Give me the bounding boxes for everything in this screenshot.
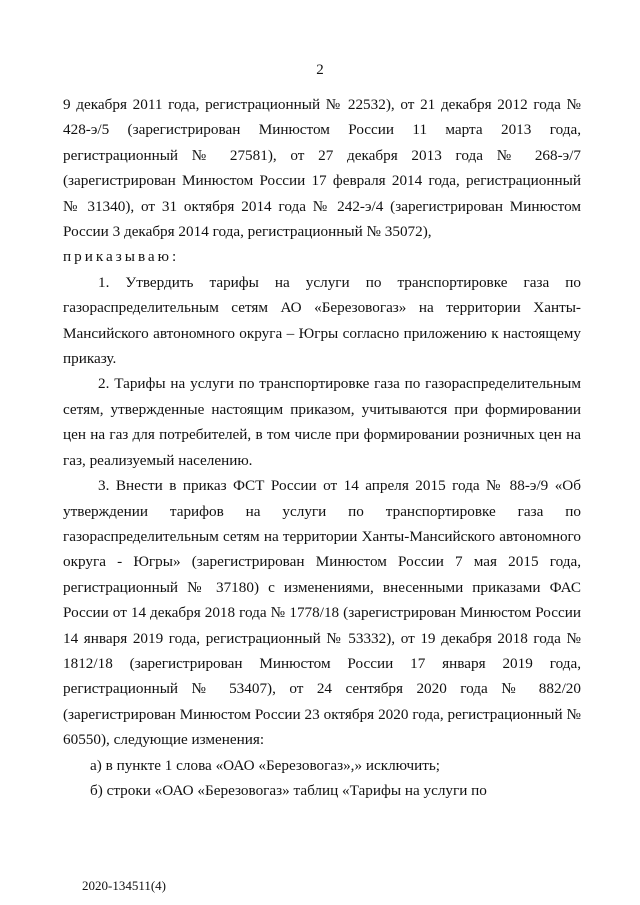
subitem-b: б) строки «ОАО «Березовогаз» таблиц «Тарифы на услуги по	[90, 781, 487, 799]
paragraph-continuation: 9 декабря 2011 года, регистрационный № 22532), от 21 декабря 2012 года № 428-э/5 (зарегистрирован Минюстом России 11 марта 2013 года, регистрационный № 27581), от 27 декабря 2013 года № 268-э/7 (зарегистрирован Минюстом России 17 февраля 2014 года, регистрационный № 31340), от 31 октября 2014 года № 242-э/4 (зарегистрирован Минюстом России 3 декабря 2014 года, регистрационный № 35072),	[63, 96, 581, 241]
document-code: 2020-134511(4)	[82, 878, 167, 893]
paragraph-item-3: 3. Внести в приказ ФСТ России от 14 апреля 2015 года № 88-э/9 «Об утверждении тарифов на услуги по транспортировке газа по газораспределительным сетям на территории Ханты-Мансийского автономного округа - Югры» (зарегистрирован Минюстом России 7 мая 2015 года, регистрационный № 37180) с изменениями, внесенными приказами ФАС России от 14 декабря 2018 года № 1778/18 (зарегистрирован Минюстом России 14 января 2019 года, регистрационный № 53332), от 19 декабря 2018 года № 1812/18 (зарегистрирован Минюстом России 17 января 2019 года, регистрационный № 53407), от 24 сентября 2020 года № 882/20 (зарегистрирован Минюстом России 23 октября 2020 года, регистрационный № 60550), следующие изменения:	[63, 477, 581, 749]
paragraph-item-2: 2. Тарифы на услуги по транспортировке газа по газораспределительным сетям, утвержденные настоящим приказом, учитываются при формировании цен на газ для потребителей, в том числе при формировании розничных цен на газ, реализуемый населению.	[63, 375, 581, 469]
document-body	[63, 92, 581, 803]
paragraph-item-1: 1. Утвердить тарифы на услуги по транспортировке газа по газораспределительным сетям АО «Березовогаз» на территории Ханты-Мансийского автономного округа – Югры согласно приложению к настоящему приказу.	[63, 273, 581, 368]
subitem-a: а) в пункте 1 слова «ОАО «Березовогаз»,» исключить;	[90, 756, 440, 774]
order-word: приказываю:	[63, 248, 180, 266]
page-number: 2	[316, 62, 324, 78]
